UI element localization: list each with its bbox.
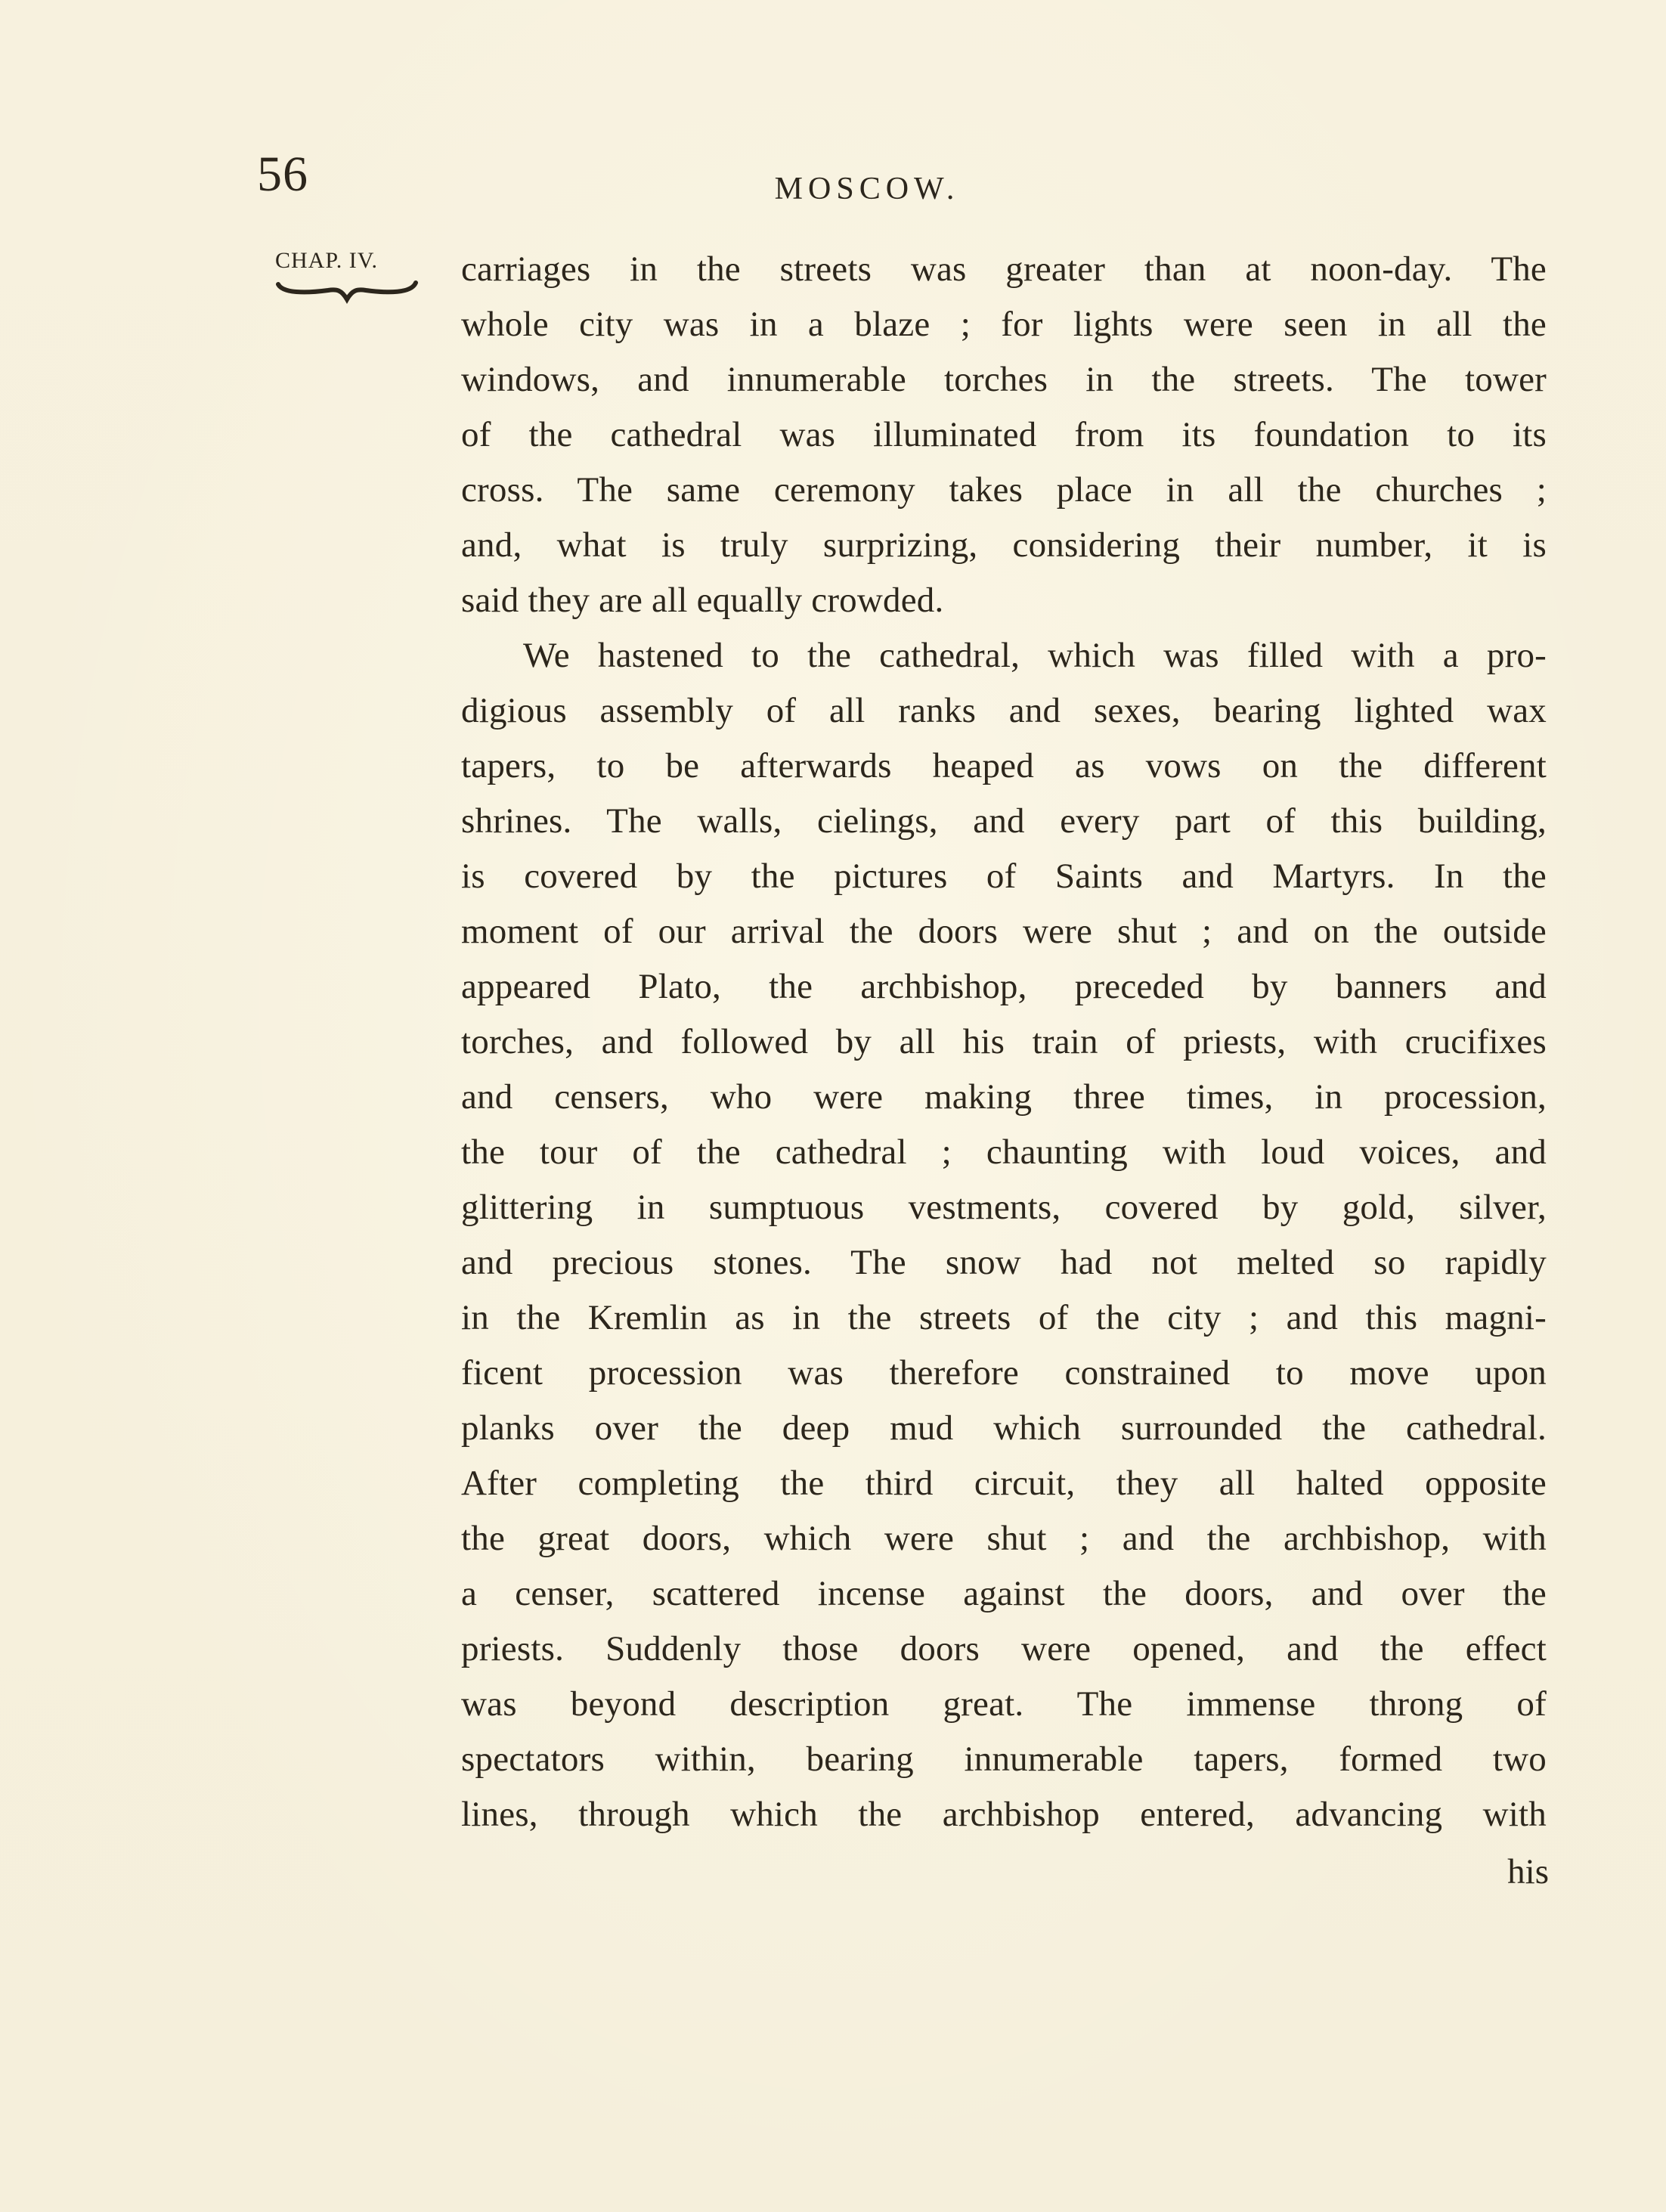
text-line: We hastened to the cathedral, which was filled with a pro-: [523, 636, 1547, 675]
text-line: planks over the deep mud which surrounded the cathedral.: [461, 1408, 1547, 1448]
text-line: After completing the third circuit, they all halted opposite: [461, 1464, 1547, 1503]
text-line: the great doors, which were shut ; and the archbishop, with: [461, 1519, 1547, 1558]
text-line: the tour of the cathedral ; chaunting with loud voices, and: [461, 1132, 1547, 1172]
chapter-label: CHAP. IV.: [275, 248, 378, 273]
text-line: carriages in the streets was greater than at noon-day. The: [461, 249, 1547, 289]
text-line: glittering in sumptuous vestments, covered by gold, silver,: [461, 1188, 1547, 1227]
text-line: in the Kremlin as in the streets of the city ; and this magni-: [461, 1298, 1547, 1337]
text-line: and censers, who were making three times, in procession,: [461, 1077, 1547, 1117]
page-number: 56: [257, 147, 308, 202]
body-text: [461, 242, 1547, 1842]
running-title: MOSCOW.: [774, 172, 960, 206]
text-line: lines, through which the archbishop entered, advancing with: [461, 1795, 1547, 1834]
text-line: torches, and followed by all his train of priests, with crucifixes: [461, 1022, 1547, 1061]
text-line: and, what is truly surprizing, considering their number, it is: [461, 525, 1547, 565]
text-line: priests. Suddenly those doors were opened, and the effect: [461, 1629, 1547, 1668]
text-line: digious assembly of all ranks and sexes, bearing lighted wax: [461, 691, 1547, 730]
chapter-marker: [275, 249, 426, 307]
text-line: is covered by the pictures of Saints and Martyrs. In the: [461, 857, 1547, 896]
text-line: said they are all equally crowded.: [461, 581, 944, 620]
text-line: shrines. The walls, cielings, and every part of this building,: [461, 801, 1547, 841]
text-line: moment of our arrival the doors were shut ; and on the outside: [461, 912, 1547, 951]
text-line: a censer, scattered incense against the doors, and over the: [461, 1574, 1547, 1613]
text-line: tapers, to be afterwards heaped as vows on the different: [461, 746, 1547, 785]
text-line: spectators within, bearing innumerable tapers, formed two: [461, 1740, 1547, 1779]
brace-ornament-icon: [275, 277, 419, 307]
text-line: whole city was in a blaze ; for lights were seen in all the: [461, 305, 1547, 344]
text-line: of the cathedral was illuminated from its foundation to its: [461, 415, 1547, 454]
text-line: and precious stones. The snow had not melted so rapidly: [461, 1243, 1547, 1282]
text-line: cross. The same ceremony takes place in all the churches ;: [461, 470, 1547, 510]
text-line: ficent procession was therefore constrained to move upon: [461, 1353, 1547, 1393]
text-line: appeared Plato, the archbishop, preceded by banners and: [461, 967, 1547, 1006]
catchword: his: [1507, 1852, 1549, 1891]
text-line: was beyond description great. The immense throng of: [461, 1684, 1547, 1724]
text-line: windows, and innumerable torches in the streets. The tower: [461, 360, 1547, 399]
